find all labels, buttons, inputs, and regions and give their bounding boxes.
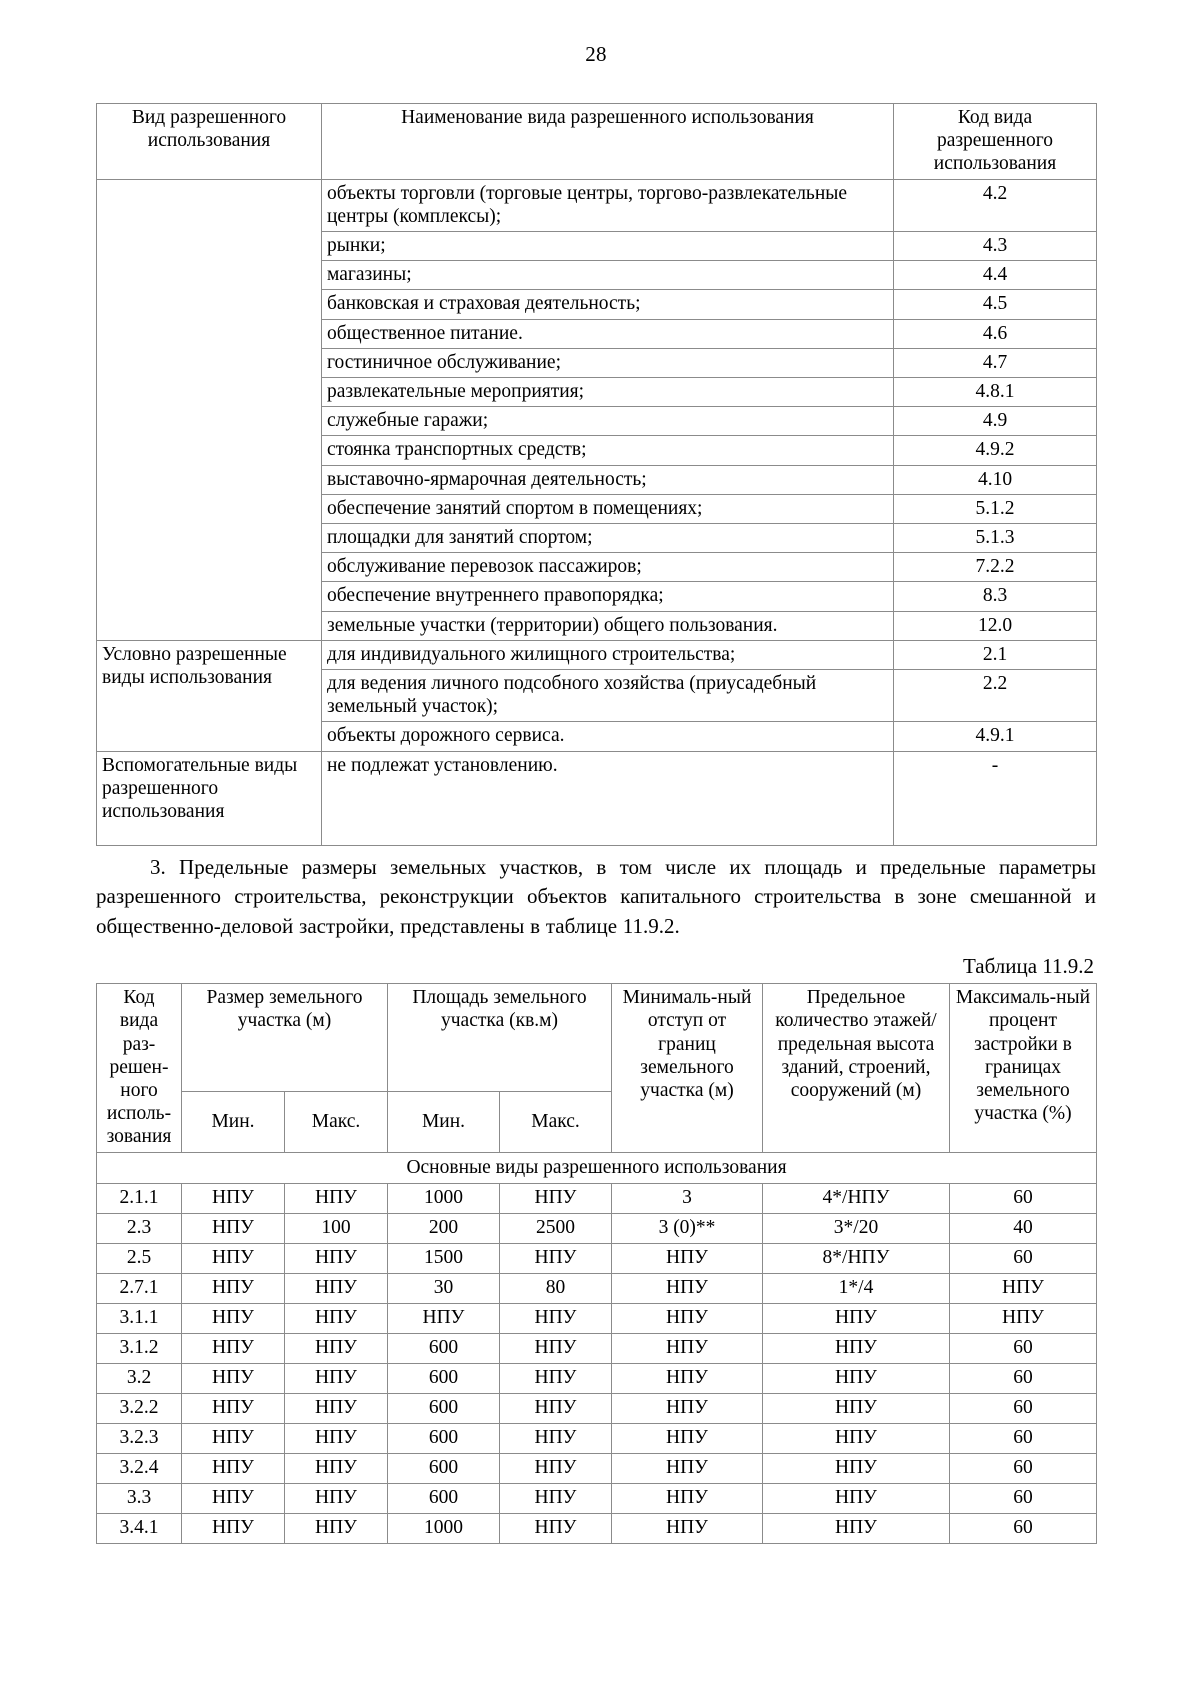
param-code-cell: 3.2	[97, 1363, 182, 1393]
param-min-area-cell: 600	[388, 1333, 500, 1363]
param-setback-cell: НПУ	[612, 1303, 763, 1333]
header-area-max: Макс.	[500, 1092, 612, 1152]
header-min-setback: Минималь-ный отступ от границ земельного участка (м)	[612, 984, 763, 1152]
use-name-cell: объекты торговли (торговые центры, торгово-развлекательные центры (комплексы);	[322, 179, 894, 231]
use-name-cell: обеспечение занятий спортом в помещениях;	[322, 494, 894, 523]
use-code-cell: 7.2.2	[894, 553, 1097, 582]
param-setback-cell: НПУ	[612, 1393, 763, 1423]
table-row	[97, 1423, 1097, 1453]
param-setback-cell: НПУ	[612, 1453, 763, 1483]
param-floors-cell: НПУ	[763, 1333, 950, 1363]
param-floors-cell: 3*/20	[763, 1213, 950, 1243]
param-min-size-cell: НПУ	[182, 1423, 285, 1453]
param-code-cell: 2.7.1	[97, 1273, 182, 1303]
param-max-size-cell: НПУ	[285, 1243, 388, 1273]
param-code-cell: 3.2.2	[97, 1393, 182, 1423]
param-setback-cell: НПУ	[612, 1243, 763, 1273]
use-code-cell: 4.4	[894, 261, 1097, 290]
use-category-cell	[97, 179, 322, 640]
header-size-max: Макс.	[285, 1092, 388, 1152]
table-row	[97, 1183, 1097, 1213]
use-code-cell: 4.7	[894, 348, 1097, 377]
table-row	[97, 640, 1097, 669]
use-code-cell: 12.0	[894, 611, 1097, 640]
use-name-cell: магазины;	[322, 261, 894, 290]
use-name-cell: для индивидуального жилищного строительства;	[322, 640, 894, 669]
table-header-row	[97, 104, 1097, 180]
header-max-floors: Предельное количество этажей/ предельная высота зданий, строений, сооружений (м)	[763, 984, 950, 1152]
param-coverage-cell: НПУ	[950, 1303, 1097, 1333]
param-max-size-cell: НПУ	[285, 1513, 388, 1543]
param-min-area-cell: 600	[388, 1363, 500, 1393]
param-floors-cell: НПУ	[763, 1393, 950, 1423]
param-min-area-cell: 600	[388, 1453, 500, 1483]
use-code-cell: 4.3	[894, 232, 1097, 261]
use-code-cell: 4.9.2	[894, 436, 1097, 465]
param-min-area-cell: НПУ	[388, 1303, 500, 1333]
param-min-size-cell: НПУ	[182, 1243, 285, 1273]
use-name-cell: для ведения личного подсобного хозяйства (приусадебный земельный участок);	[322, 670, 894, 722]
param-min-area-cell: 1500	[388, 1243, 500, 1273]
table-row	[97, 1213, 1097, 1243]
param-max-area-cell: НПУ	[500, 1183, 612, 1213]
param-setback-cell: 3 (0)**	[612, 1213, 763, 1243]
param-floors-cell: 1*/4	[763, 1273, 950, 1303]
param-setback-cell: НПУ	[612, 1363, 763, 1393]
use-code-cell: 2.1	[894, 640, 1097, 669]
param-min-size-cell: НПУ	[182, 1333, 285, 1363]
use-category-cell: Условно разрешенные виды использования	[97, 640, 322, 751]
param-min-size-cell: НПУ	[182, 1213, 285, 1243]
param-max-size-cell: НПУ	[285, 1303, 388, 1333]
param-coverage-cell: 60	[950, 1363, 1097, 1393]
use-code-cell: 8.3	[894, 582, 1097, 611]
param-max-area-cell: НПУ	[500, 1333, 612, 1363]
param-max-area-cell: 2500	[500, 1213, 612, 1243]
param-code-cell: 3.1.2	[97, 1333, 182, 1363]
param-code-cell: 3.1.1	[97, 1303, 182, 1333]
header-area-group: Площадь земельного участка (кв.м)	[388, 984, 612, 1092]
param-min-area-cell: 200	[388, 1213, 500, 1243]
use-code-cell: -	[894, 751, 1097, 845]
header-max-coverage: Максималь-ный процент застройки в границах земельного участка (%)	[950, 984, 1097, 1152]
param-min-size-cell: НПУ	[182, 1273, 285, 1303]
param-max-area-cell: НПУ	[500, 1363, 612, 1393]
param-coverage-cell: 60	[950, 1393, 1097, 1423]
use-name-cell: гостиничное обслуживание;	[322, 348, 894, 377]
param-code-cell: 3.4.1	[97, 1513, 182, 1543]
param-setback-cell: НПУ	[612, 1273, 763, 1303]
param-max-size-cell: НПУ	[285, 1273, 388, 1303]
page-number: 28	[585, 42, 607, 66]
param-max-area-cell: НПУ	[500, 1453, 612, 1483]
param-max-area-cell: НПУ	[500, 1393, 612, 1423]
param-max-size-cell: НПУ	[285, 1423, 388, 1453]
param-min-area-cell: 600	[388, 1423, 500, 1453]
use-name-cell: земельные участки (территории) общего пользования.	[322, 611, 894, 640]
permitted-use-table	[96, 103, 1097, 846]
table-row	[97, 1303, 1097, 1333]
use-code-cell: 4.8.1	[894, 378, 1097, 407]
use-code-cell: 4.6	[894, 319, 1097, 348]
use-name-cell: рынки;	[322, 232, 894, 261]
param-min-area-cell: 1000	[388, 1183, 500, 1213]
param-max-area-cell: НПУ	[500, 1483, 612, 1513]
param-min-area-cell: 600	[388, 1393, 500, 1423]
table-row	[97, 1273, 1097, 1303]
use-name-cell: служебные гаражи;	[322, 407, 894, 436]
table-row	[97, 1393, 1097, 1423]
use-code-cell: 2.2	[894, 670, 1097, 722]
param-max-area-cell: НПУ	[500, 1513, 612, 1543]
use-name-cell: банковская и страховая деятельность;	[322, 290, 894, 319]
section-label: Основные виды разрешенного использования	[97, 1152, 1097, 1183]
param-min-size-cell: НПУ	[182, 1453, 285, 1483]
parameters-table	[96, 983, 1097, 1543]
use-code-cell: 5.1.3	[894, 524, 1097, 553]
paragraph-3: 3. Предельные размеры земельных участков, в том числе их площадь и предельные параметры разрешенного строительства, реконструкции объектов капитального строительства в зоне смешанной и общественно-деловой застройки, представлены в таблице 11.9.2.	[96, 854, 1096, 939]
table-row	[97, 1483, 1097, 1513]
param-min-area-cell: 30	[388, 1273, 500, 1303]
header-size-group: Размер земельного участка (м)	[182, 984, 388, 1092]
use-name-cell: объекты дорожного сервиса.	[322, 722, 894, 751]
param-coverage-cell: 60	[950, 1483, 1097, 1513]
param-min-size-cell: НПУ	[182, 1183, 285, 1213]
header-area-min: Мин.	[388, 1092, 500, 1152]
param-min-area-cell: 600	[388, 1483, 500, 1513]
param-setback-cell: НПУ	[612, 1513, 763, 1543]
param-coverage-cell: 60	[950, 1333, 1097, 1363]
table-row	[97, 751, 1097, 845]
param-coverage-cell: 60	[950, 1243, 1097, 1273]
header-size-min: Мин.	[182, 1092, 285, 1152]
param-max-size-cell: НПУ	[285, 1453, 388, 1483]
header-code: Код вида раз-решен-ного исполь-зования	[97, 984, 182, 1152]
param-max-size-cell: НПУ	[285, 1333, 388, 1363]
param-min-size-cell: НПУ	[182, 1363, 285, 1393]
param-min-size-cell: НПУ	[182, 1483, 285, 1513]
table-caption: Таблица 11.9.2	[962, 954, 1094, 979]
use-name-cell: площадки для занятий спортом;	[322, 524, 894, 553]
param-max-size-cell: НПУ	[285, 1393, 388, 1423]
table-row	[97, 1243, 1097, 1273]
param-floors-cell: 8*/НПУ	[763, 1243, 950, 1273]
use-name-cell: стоянка транспортных средств;	[322, 436, 894, 465]
table-row	[97, 179, 1097, 231]
table-row	[97, 1363, 1097, 1393]
param-max-size-cell: НПУ	[285, 1483, 388, 1513]
table2-section-row	[97, 1152, 1097, 1183]
param-code-cell: 2.1.1	[97, 1183, 182, 1213]
use-name-cell: обслуживание перевозок пассажиров;	[322, 553, 894, 582]
param-floors-cell: НПУ	[763, 1423, 950, 1453]
param-coverage-cell: 60	[950, 1453, 1097, 1483]
param-max-area-cell: 80	[500, 1273, 612, 1303]
use-category-cell: Вспомогательные виды разрешенного использования	[97, 751, 322, 845]
param-code-cell: 3.3	[97, 1483, 182, 1513]
param-code-cell: 3.2.3	[97, 1423, 182, 1453]
header-use-type: Вид разрешенного использования	[97, 104, 322, 180]
param-coverage-cell: 60	[950, 1513, 1097, 1543]
param-max-area-cell: НПУ	[500, 1423, 612, 1453]
table-row	[97, 1513, 1097, 1543]
use-code-cell: 4.9	[894, 407, 1097, 436]
use-code-cell: 4.5	[894, 290, 1097, 319]
param-floors-cell: НПУ	[763, 1453, 950, 1483]
use-code-cell: 4.10	[894, 465, 1097, 494]
param-setback-cell: 3	[612, 1183, 763, 1213]
use-name-cell: не подлежат установлению.	[322, 751, 894, 845]
use-name-cell: обеспечение внутреннего правопорядка;	[322, 582, 894, 611]
use-code-cell: 5.1.2	[894, 494, 1097, 523]
table-row	[97, 1333, 1097, 1363]
param-min-size-cell: НПУ	[182, 1513, 285, 1543]
param-max-area-cell: НПУ	[500, 1303, 612, 1333]
param-min-size-cell: НПУ	[182, 1303, 285, 1333]
param-code-cell: 2.5	[97, 1243, 182, 1273]
use-name-cell: выставочно-ярмарочная деятельность;	[322, 465, 894, 494]
param-coverage-cell: 60	[950, 1183, 1097, 1213]
use-name-cell: развлекательные мероприятия;	[322, 378, 894, 407]
param-max-size-cell: 100	[285, 1213, 388, 1243]
use-name-cell: общественное питание.	[322, 319, 894, 348]
use-code-cell: 4.9.1	[894, 722, 1097, 751]
param-coverage-cell: 60	[950, 1423, 1097, 1453]
param-coverage-cell: 40	[950, 1213, 1097, 1243]
header-use-code: Код вида разрешенного использования	[894, 104, 1097, 180]
param-min-size-cell: НПУ	[182, 1393, 285, 1423]
param-code-cell: 2.3	[97, 1213, 182, 1243]
param-code-cell: 3.2.4	[97, 1453, 182, 1483]
param-setback-cell: НПУ	[612, 1483, 763, 1513]
param-floors-cell: НПУ	[763, 1483, 950, 1513]
param-max-size-cell: НПУ	[285, 1183, 388, 1213]
param-floors-cell: НПУ	[763, 1513, 950, 1543]
param-floors-cell: 4*/НПУ	[763, 1183, 950, 1213]
header-use-name: Наименование вида разрешенного использования	[322, 104, 894, 180]
use-code-cell: 4.2	[894, 179, 1097, 231]
param-max-area-cell: НПУ	[500, 1243, 612, 1273]
param-floors-cell: НПУ	[763, 1303, 950, 1333]
param-setback-cell: НПУ	[612, 1423, 763, 1453]
param-max-size-cell: НПУ	[285, 1363, 388, 1393]
param-floors-cell: НПУ	[763, 1363, 950, 1393]
table-row	[97, 1453, 1097, 1483]
param-coverage-cell: НПУ	[950, 1273, 1097, 1303]
table2-header-row-1	[97, 984, 1097, 1092]
param-setback-cell: НПУ	[612, 1333, 763, 1363]
param-min-area-cell: 1000	[388, 1513, 500, 1543]
